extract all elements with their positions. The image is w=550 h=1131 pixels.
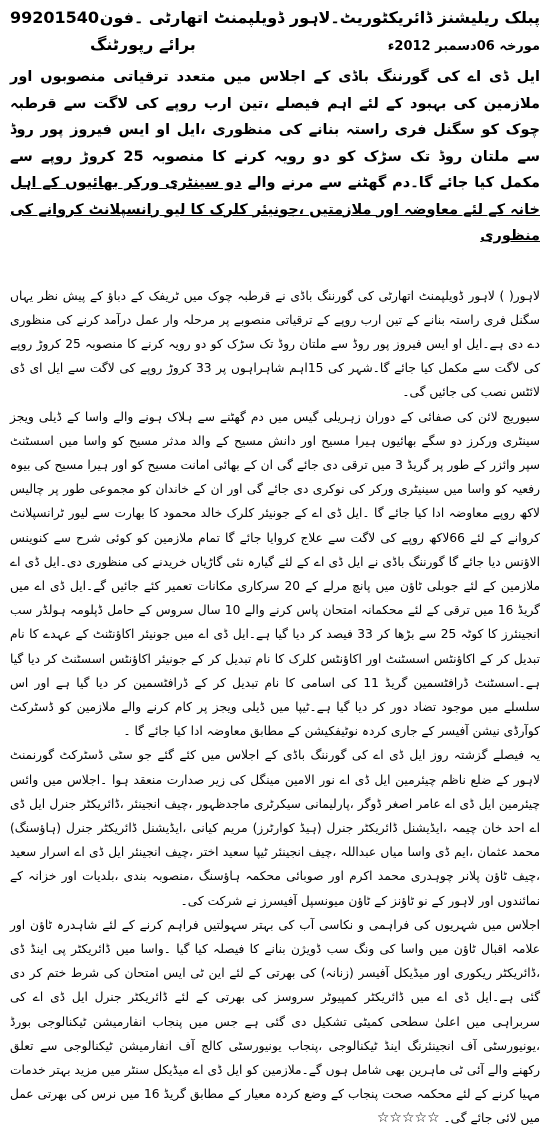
headline-text: ایل ڈی اے کی گورننگ باڈی کے اجلاس میں متعدد ترقیاتی منصوبوں اور ملازمین کی بہبود کے لئے اہم فیصلے ،تین ارب روپے کی لاگت سے قرطبہ چوک کو سگنل فری راستہ بنانے کی منظوری ،ایل او ایس فیروز پور روڈ سے ملتان روڈ تک سڑک کو دو رویہ کرنے کا منصوبہ 25 کروڑ روپے سے مکمل کیا جائے گا۔دم گھٹنے سے مرنے والے (10, 69, 541, 191)
phone-number: 99201540 (10, 8, 100, 27)
header (10, 6, 540, 30)
date-row (10, 34, 540, 58)
end-mark: ☆☆☆☆☆ (376, 1110, 440, 1127)
paragraph-text: اجلاس میں شہریوں کی فراہمی و نکاسی آب کی بہتر سہولتیں فراہم کرنے کے لئے شاہدرہ ٹاؤن اور علامہ اقبال ٹاؤن میں واسا کی ونگ سب ڈویژن بنانے کا فیصلہ کیا گیا ۔واسا میں ڈائریکٹر پی اینڈ ڈی ،ڈائریکٹر ریکوری اور میڈیکل آفیسر (زنانہ) کی بھرتی کے لئے این ٹی ایس امتحان کی شرط ختم کر دی گئی ہے۔ایل ڈی اے میں ڈائریکٹر کمپیوٹر سروسز کی بھرتی کے لئے ڈائریکٹر جنرل ایل ڈی اے کی سربراہی میں اعلیٰ سطحی کمیٹی تشکیل دی گئی ہے جس میں پنجاب انفارمیشن ٹیکنالوجی بورڈ ،یونیورسٹی آف انجینئرنگ اینڈ ٹیکنالوجی ،پنجاب یونیورسٹی کالج آف انفارمیشن ٹیکنالوجی سے تعلق رکھنے والے آئی ٹی ماہرین بھی شامل ہوں گے۔ملازمین کو ایل ڈی اے میڈیکل سنٹر میں مزید بہتر خدمات مہیا کرنے کے لئے محکمہ صحت پنجاب کے وضع کردہ معیار کے مطابق گریڈ 16 میں نرس کی بھرتی عمل میں لائی جائے گی۔ (10, 917, 541, 1126)
paragraph: لاہور( ) لاہور ڈویلپمنٹ اتھارٹی کی گورننگ باڈی نے قرطبہ چوک میں ٹریفک کے دباؤ کے پیش نظر یہاں سگنل فری راستہ بنانے کے تین ارب روپے کے ترقیاتی منصوبے پر مرحلہ وار عمل درآمد کرنے کی منظوری دے دی ہے۔ایل او ایس فیروز پور روڈ سے ملتان روڈ تک سڑک کو دو رویہ کرنے کا منصوبہ 25 کروڑ روپے کی لاگت سے مکمل کیا جائے گا۔شہر کی 15اہم شاہراہوں پر 33 کروڑ روپے کی لاگت سے ایل ای ڈی لائٹس نصب کی جائیں گی۔ (10, 288, 540, 400)
headline-underlined: دو سینٹری ورکر بھائیوں کے اہل خانہ کے لئے معاوضہ اور ملازمتیں ،جونیئر کلرک کا لیو رانسپلانٹ کروانے کی منظوری (10, 175, 540, 244)
paragraph: سیوریج لائن کی صفائی کے دوران زہریلی گیس میں دم گھٹنے سے ہلاک ہونے والے واسا کے ڈیلی ویجز سینٹری ورکرز دو سگے بھائیوں ہیرا مسیح اور دانش مسیح کے والد مدثر مسیح کو واسا میں اسسٹنٹ سپر وائزر کے طور پر گریڈ 3 میں ترقی دی جائے گی ان کے بھائی امانت مسیح کو اور ہیرا مسیح کی بیوہ رفعیہ کو واسا میں سینیٹری ورکر کی نوکری دی جائے گی اور ان کے خاندان کو مجموعی طور پر چالیس لاکھ روپے معاوضہ ادا کیا جائے گا ۔ایل ڈی اے کے جونیئر کلرک خالد محمود کا بھارت سے لیور ٹرانسپلانٹ کروانے کے لئے 66لاکھ روپے کی لاگت سے علاج کروایا جائے گا تمام ملازمین کو کوئی شرح سے کنوینس الاؤنس دیا جائے گا گورننگ باڈی نے ایل ڈی اے کے لئے گیارہ نئی گاڑیاں خریدنے کی منظوری دی۔ایل ڈی اے ملازمین کے لئے جوبلی ٹاؤن میں پانچ مرلے کے 20 سرکاری مکانات تعمیر کئے جائیں گے۔ایل ڈی اے میں گریڈ 16 میں ترقی کے لئے محکمانہ امتحان پاس کرنے والے 10 سال سروس کے حامل ڈپلومہ ہولڈر سب انجینئرز کا کوٹہ 25 سے بڑھا کر 33 فیصد کر دیا گیا ہے۔ایل ڈی اے میں جونیئر اکاؤنٹنٹ کے عہدے کا نام تبدیل کر کے اکاؤنٹس اسسٹنٹ اور اکاؤنٹس کلرک کا نام تبدیل کر کے جونیئر اکاؤنٹس اسسٹنٹ کر دیا گیا ہے۔اسسٹنٹ ڈرافٹسمین گریڈ 11 کی اسامی کا نام تبدیل کر کے ڈرافٹسمین کر دیا گیا ہے اور اس سلسلے میں موجود تضاد دور کر دیا گیا ہے۔ٹیپا میں ڈیلی ویجز پر کام کرنے والے ملازمین کو ڈسٹرکٹ کوآرڈی نیشن آفیسر کے جاری کردہ نوٹیفکیشن کے مطابق معاوضہ ادا کیا جائے گا ۔ (10, 409, 541, 739)
report-label: برائے رپورٹنگ (90, 35, 196, 54)
article-body (10, 284, 540, 1131)
release-date: مورخہ 06دسمبر 2012ء (387, 39, 540, 54)
paragraph (10, 913, 540, 1131)
paragraph: یہ فیصلے گزشتہ روز ایل ڈی اے کی گورننگ باڈی کے اجلاس میں کئے گئے جو سٹی ڈسٹرکٹ گورنمنٹ لاہور کے ضلع ناظم چیئرمین ایل ڈی اے نور الامین مینگل کی زیر صدارت منعقد ہوا ۔اجلاس میں وائس چیئرمین ایل ڈی اے عامر اصغر ڈوگر ،پارلیمانی سیکرٹری ماجدظہور ،چیف انجینئر ،ڈائریکٹر جنرل ایل ڈی اے احد خان چیمہ ،ایڈیشنل ڈائریکٹر جنرل (ہیڈ کوارٹرز) مریم کیانی ،ایڈیشنل ڈائریکٹر جنرل (ہاؤسنگ) محمد عثمان ،ایم ڈی واسا میاں عبداللہ ،چیف انجینئر ٹیپا سعید اختر ،چیف انجینئر ایل ڈی اے اسرار سعید ،چیف ٹاؤن پلانر چوہدری محمد اکرم اور صوبائی محکمہ ہاؤسنگ ،منصوبہ بندی ،بلدیات اور خزانہ کے نمائندوں اور لاہور کے نو ٹاؤنز کے ٹاؤن میونسپل آفیسرز نے شرکت کی۔ (10, 748, 540, 908)
headline (10, 64, 540, 250)
department-title: پبلک ریلیشنز ڈائریکٹوریٹ۔لاہور ڈویلپمنٹ اتھارٹی ۔فون (99, 8, 540, 27)
